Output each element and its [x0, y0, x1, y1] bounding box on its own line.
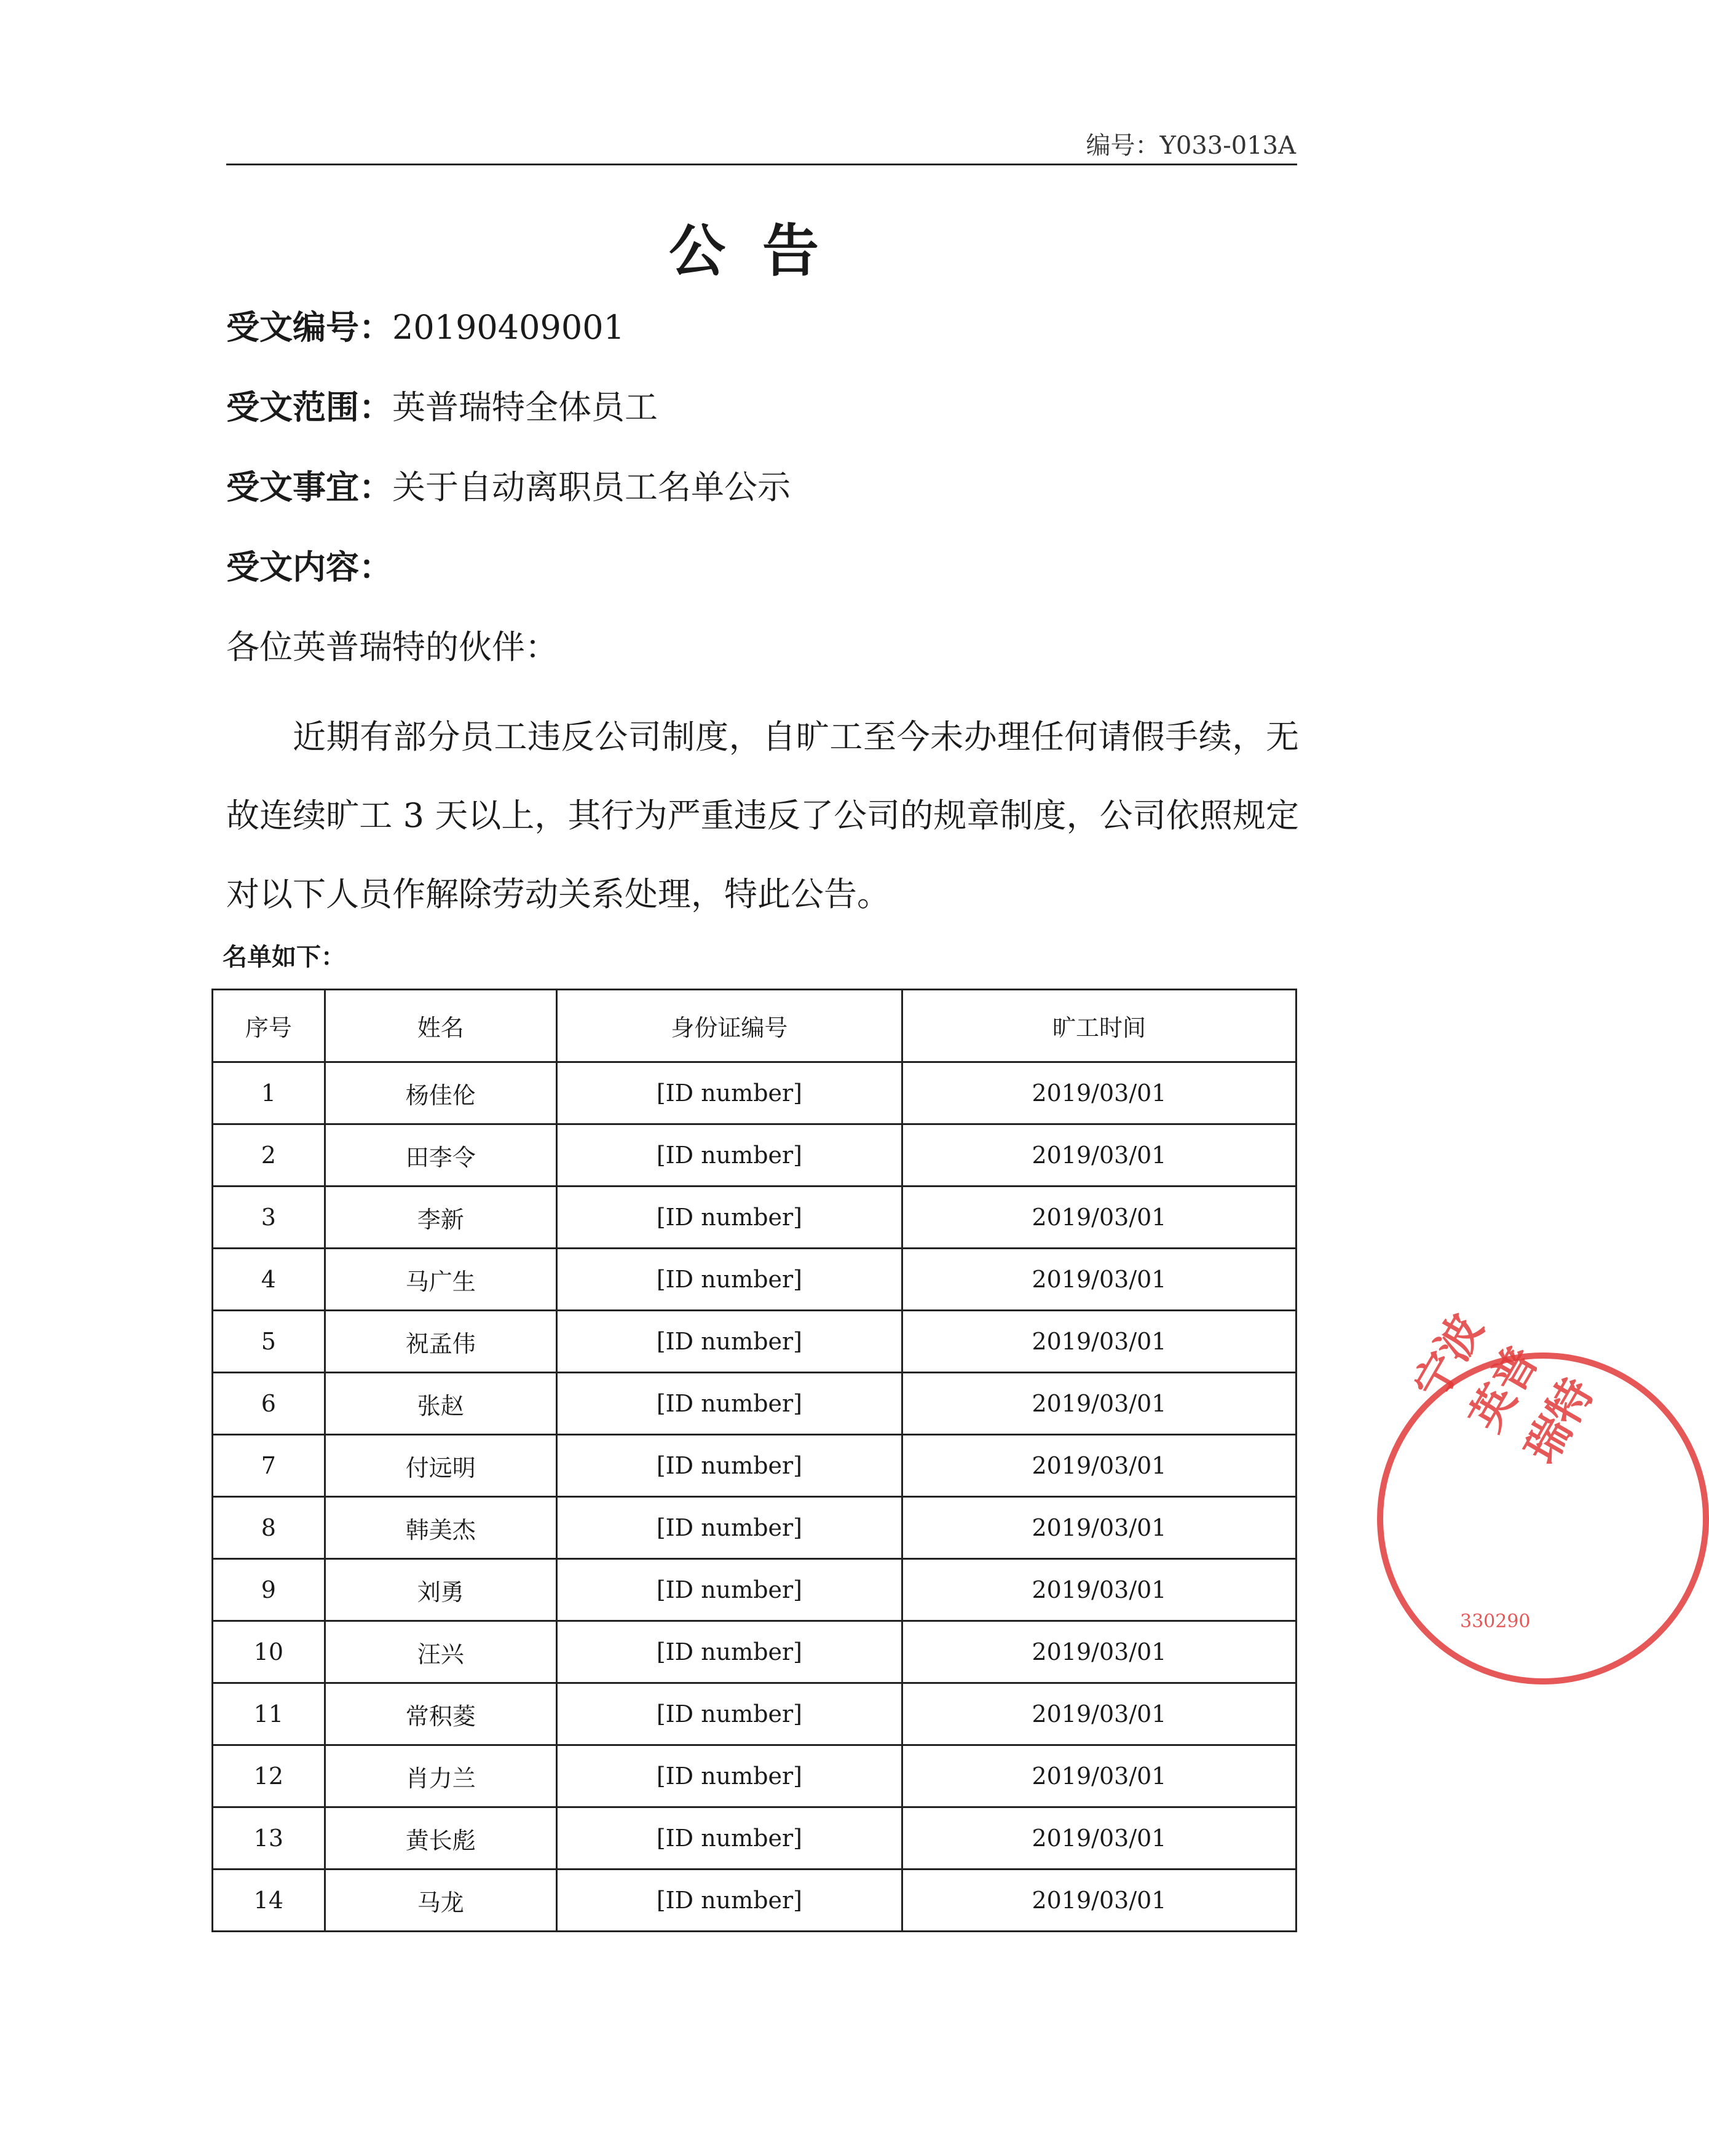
cell-name: 汪兴 — [325, 1621, 556, 1683]
cell-id-number: [ID number] — [556, 1373, 902, 1435]
table-row — [213, 1870, 1297, 1932]
document-number: 编号：Y033-013A — [1086, 132, 1296, 160]
cell-index: 8 — [213, 1497, 325, 1559]
table-row — [213, 1124, 1297, 1187]
table-row — [213, 1745, 1297, 1807]
cell-name: 常积菱 — [325, 1683, 556, 1745]
header-id-number: 身份证编号 — [556, 990, 902, 1062]
cell-absence-date: 2019/03/01 — [902, 1311, 1296, 1373]
field-value: 英普瑞特全体员工 — [392, 388, 658, 427]
cell-absence-date: 2019/03/01 — [902, 1870, 1296, 1932]
header-name: 姓名 — [325, 990, 556, 1062]
table-row — [213, 1683, 1297, 1745]
table-row — [213, 1621, 1297, 1683]
header-index: 序号 — [213, 990, 325, 1062]
table-row — [213, 1435, 1297, 1497]
cell-id-number: [ID number] — [556, 1311, 902, 1373]
field-subject — [226, 461, 791, 508]
cell-name: 马广生 — [325, 1249, 556, 1311]
field-label: 受文编号： — [226, 308, 392, 347]
cell-name: 张赵 — [325, 1373, 556, 1435]
cell-id-number: [ID number] — [556, 1062, 902, 1124]
cell-name: 马龙 — [325, 1870, 556, 1932]
cell-absence-date: 2019/03/01 — [902, 1435, 1296, 1497]
cell-name: 祝孟伟 — [325, 1311, 556, 1373]
cell-index: 13 — [213, 1807, 325, 1870]
cell-absence-date: 2019/03/01 — [902, 1807, 1296, 1870]
cell-id-number: [ID number] — [556, 1559, 902, 1621]
field-value: 20190409001 — [392, 308, 625, 347]
cell-absence-date: 2019/03/01 — [902, 1249, 1296, 1311]
header-rule — [226, 164, 1297, 165]
cell-id-number: [ID number] — [556, 1745, 902, 1807]
cell-index: 12 — [213, 1745, 325, 1807]
field-value: 关于自动离职员工名单公示 — [392, 468, 791, 507]
cell-index: 2 — [213, 1124, 325, 1187]
table-row — [213, 1807, 1297, 1870]
cell-index: 6 — [213, 1373, 325, 1435]
field-content — [226, 541, 392, 588]
table-row — [213, 1062, 1297, 1124]
cell-id-number: [ID number] — [556, 1870, 902, 1932]
table-body — [213, 1062, 1297, 1932]
cell-name: 刘勇 — [325, 1559, 556, 1621]
table-row — [213, 1249, 1297, 1311]
employee-table — [211, 989, 1297, 1932]
field-receipt-number — [226, 301, 625, 349]
table-row — [213, 1497, 1297, 1559]
cell-absence-date: 2019/03/01 — [902, 1745, 1296, 1807]
cell-name: 李新 — [325, 1187, 556, 1249]
cell-name: 肖力兰 — [325, 1745, 556, 1807]
cell-id-number: [ID number] — [556, 1187, 902, 1249]
cell-name: 田李令 — [325, 1124, 556, 1187]
cell-index: 5 — [213, 1311, 325, 1373]
cell-index: 7 — [213, 1435, 325, 1497]
cell-index: 3 — [213, 1187, 325, 1249]
body-paragraph: 近期有部分员工违反公司制度，自旷工至今未办理任何请假手续，无故连续旷工 3 天以上，其行为严重违反了公司的规章制度，公司依照规定对以下人员作解除劳动关系处理，特此公告。 — [226, 717, 1299, 914]
cell-name: 黄长彪 — [325, 1807, 556, 1870]
cell-absence-date: 2019/03/01 — [902, 1559, 1296, 1621]
field-scope — [226, 381, 658, 428]
seal-text: 宁波英普瑞特 — [1403, 1305, 1604, 1472]
table-row — [213, 1559, 1297, 1621]
header-absence-date: 旷工时间 — [902, 990, 1296, 1062]
page-title: 公告 — [668, 218, 856, 284]
cell-index: 10 — [213, 1621, 325, 1683]
cell-id-number: [ID number] — [556, 1621, 902, 1683]
cell-absence-date: 2019/03/01 — [902, 1124, 1296, 1187]
field-label: 受文事宜： — [226, 468, 392, 507]
cell-absence-date: 2019/03/01 — [902, 1497, 1296, 1559]
cell-name: 韩美杰 — [325, 1497, 556, 1559]
cell-id-number: [ID number] — [556, 1124, 902, 1187]
table-row — [213, 1373, 1297, 1435]
table-header-row — [213, 990, 1297, 1062]
cell-id-number: [ID number] — [556, 1497, 902, 1559]
cell-absence-date: 2019/03/01 — [902, 1683, 1296, 1745]
cell-absence-date: 2019/03/01 — [902, 1062, 1296, 1124]
cell-index: 1 — [213, 1062, 325, 1124]
table-row — [213, 1311, 1297, 1373]
cell-index: 9 — [213, 1559, 325, 1621]
cell-absence-date: 2019/03/01 — [902, 1621, 1296, 1683]
cell-id-number: [ID number] — [556, 1683, 902, 1745]
cell-absence-date: 2019/03/01 — [902, 1373, 1296, 1435]
cell-index: 11 — [213, 1683, 325, 1745]
cell-index: 4 — [213, 1249, 325, 1311]
list-label: 名单如下： — [223, 943, 345, 971]
cell-name: 付远明 — [325, 1435, 556, 1497]
cell-id-number: [ID number] — [556, 1249, 902, 1311]
cell-index: 14 — [213, 1870, 325, 1932]
cell-id-number: [ID number] — [556, 1435, 902, 1497]
table-row — [213, 1187, 1297, 1249]
field-label: 受文范围： — [226, 388, 392, 427]
field-label: 受文内容： — [226, 548, 392, 586]
cell-id-number: [ID number] — [556, 1807, 902, 1870]
cell-name: 杨佳伦 — [325, 1062, 556, 1124]
cell-absence-date: 2019/03/01 — [902, 1187, 1296, 1249]
seal-number: 330290 — [1460, 1611, 1531, 1632]
greeting: 各位英普瑞特的伙伴： — [226, 628, 558, 666]
